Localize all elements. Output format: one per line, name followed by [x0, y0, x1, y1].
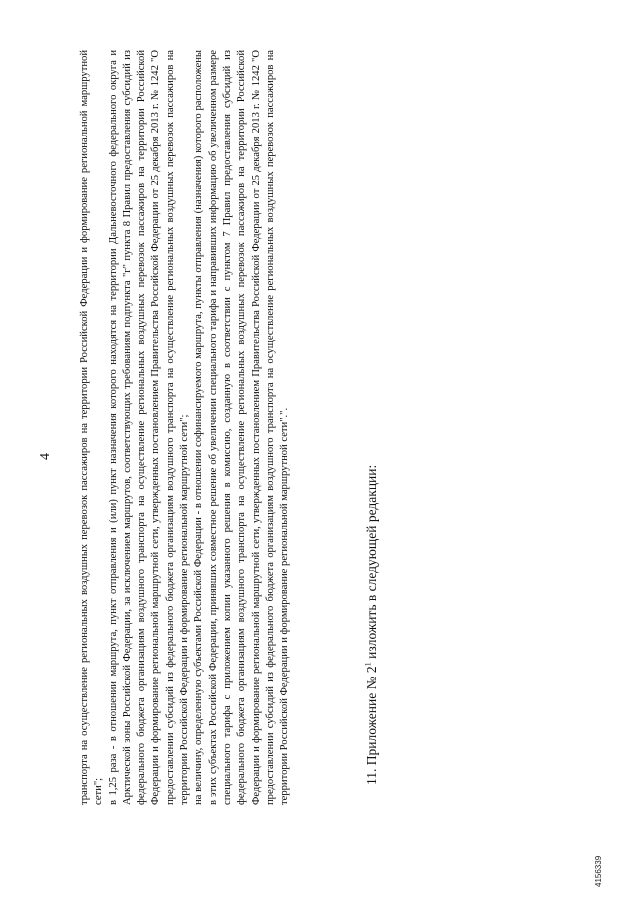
heading-suffix: изложить в следующей редакции:: [364, 464, 379, 663]
document-code: 4156339: [594, 855, 603, 887]
paragraph-2: в 1,25 раза - в отношении маршрута, пункт отправления и (или) пункт назначения которого находятся на территории Дальневосточного федерального округа и Арктической зоны Российской Федерации, за исключением маршрутов, соответствующих требованиям подпункта "г" пункта 8 Правил предоставления субсидий из федерального бюджета организациям воздушного транспорта на осуществление региональных воздушных перевозок пассажиров на территории Российской Федерации и формирование региональной маршрутной сети, утвержденных постановлением Правительства Российской Федерации от 25 декабря 2013 г. № 1242 "О предоставлении субсидий из федерального бюджета организациям воздушного транспорта на осуществление региональных воздушных перевозок пассажиров на территории Российской Федерации и формирование региональной маршрутной сети";: [107, 50, 191, 805]
document-body: [78, 50, 292, 805]
heading-superscript: 1: [363, 662, 373, 667]
paragraph-1: транспорта на осуществление региональных воздушных перевозок пассажиров на территории Российской Федерации и формирование региональной маршрутной сети";: [79, 50, 105, 805]
heading-prefix: 11. Приложение № 2: [364, 666, 379, 785]
paragraph-3: на величину, определенную субъектами Российской Федерации - в отношении софинансируемого маршрута, пункты отправления (назначения) которого расположены в этих субъектах Российской Федерации, принявших совместное решение об увеличении специального тарифа и направивших информацию об увеличенном размере специального тарифа с приложением копии указанного решения в комиссию, созданную в соответствии с пунктом 7 Правил предоставления субсидий из федерального бюджета организациям воздушного транспорта на осуществление региональных воздушных перевозок пассажиров на территории Российской Федерации и формирование региональной маршрутной сети, утвержденных постановлением Правительства Российской Федерации от 25 декабря 2013 г. № 1242 "О предоставлении субсидий из федерального бюджета организациям воздушного транспорта на осуществление региональных воздушных перевозок пассажиров на территории Российской Федерации и формирование региональной маршрутной сети".".: [193, 50, 291, 805]
section-heading: [364, 65, 380, 785]
page-number: 4: [38, 453, 53, 460]
